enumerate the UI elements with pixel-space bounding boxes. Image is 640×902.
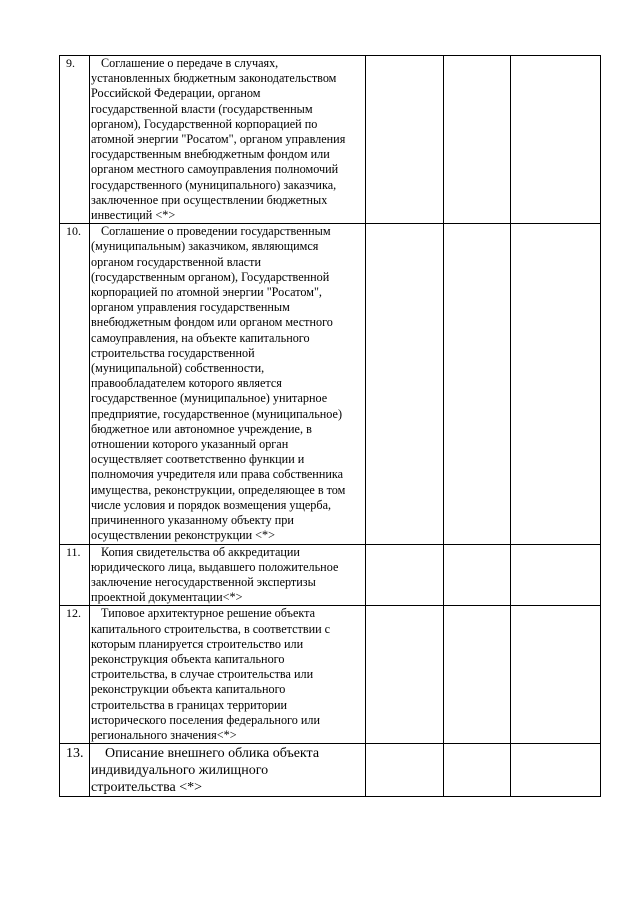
description-line: юридического лица, выдавшего положительное — [91, 559, 339, 574]
row-number: 12. — [60, 606, 90, 744]
description-line: Описание внешнего облика объекта — [105, 746, 320, 762]
table-row — [60, 544, 601, 606]
empty-cell — [510, 56, 600, 224]
row-description — [90, 56, 366, 224]
description-line: государственной власти (государственным — [91, 101, 313, 116]
table-row — [60, 606, 601, 744]
empty-cell — [365, 56, 443, 224]
empty-cell — [365, 744, 443, 797]
row-description — [90, 544, 366, 606]
description-line: самоуправления, на объекте капитального — [91, 330, 310, 345]
description-line: государственного (муниципального) заказчика, — [91, 177, 337, 192]
description-line: регионального значения<*> — [91, 727, 237, 742]
description-line: (муниципальной) собственности, — [91, 361, 265, 376]
description-line: которым планируется строительство или — [91, 636, 304, 651]
empty-cell — [510, 744, 600, 797]
description-line: проектной документации<*> — [91, 590, 243, 605]
description-line: органом управления государственным — [91, 300, 290, 315]
description-line: установленных бюджетным законодательством — [91, 71, 337, 86]
description-line: заключение негосударственной экспертизы — [91, 574, 316, 589]
description-line: отношении которого указанный орган — [91, 437, 289, 452]
description-line: осуществляет соответственно функции и — [91, 452, 305, 467]
description-line: имущества, реконструкции, определяющее в том — [91, 482, 346, 497]
empty-cell — [443, 56, 510, 224]
description-line: исторического поселения федерального или — [91, 712, 320, 727]
description-line: Копия свидетельства об аккредитации — [101, 544, 300, 559]
description-line: бюджетное или автономное учреждение, в — [91, 421, 312, 436]
description-line: (государственным органом), Государственной — [91, 269, 330, 284]
description-line: строительства в границах территории — [91, 697, 288, 712]
description-line: реконструкции объекта капитального — [91, 682, 286, 697]
documents-table — [59, 55, 601, 797]
description-line: полномочия учредителя или права собственника — [91, 467, 344, 482]
description-line: инвестиций <*> — [91, 208, 176, 223]
description-line: корпорацией по атомной энергии "Росатом", — [91, 285, 322, 300]
description-line: капитального строительства, в соответствии с — [91, 621, 331, 636]
description-line: Российской Федерации, органом — [91, 86, 261, 101]
table-row — [60, 744, 601, 797]
description-line: числе условия и порядок возмещения ущерба, — [91, 497, 332, 512]
empty-cell — [510, 606, 600, 744]
row-number: 11. — [60, 544, 90, 606]
description-line: атомной энергии "Росатом", органом управления — [91, 132, 346, 147]
description-line: причиненного указанному объекту при — [91, 513, 294, 528]
empty-cell — [365, 606, 443, 744]
empty-cell — [510, 544, 600, 606]
empty-cell — [443, 224, 510, 544]
description-line: государственное (муниципальное) унитарное — [91, 391, 328, 406]
description-line: реконструкция объекта капитального — [91, 651, 285, 666]
empty-cell — [510, 224, 600, 544]
row-number: 10. — [60, 224, 90, 544]
description-line: (муниципальным) заказчиком, являющимся — [91, 239, 319, 254]
description-line: индивидуального жилищного — [91, 763, 269, 779]
description-line: строительства государственной — [91, 345, 255, 360]
empty-cell — [443, 606, 510, 744]
row-description — [90, 224, 366, 544]
description-line: органом государственной власти — [91, 254, 262, 269]
row-number: 13. — [60, 744, 90, 797]
empty-cell — [365, 224, 443, 544]
empty-cell — [365, 544, 443, 606]
description-line: Соглашение о проведении государственным — [101, 224, 331, 239]
description-line: государственным внебюджетным фондом или — [91, 147, 330, 162]
empty-cell — [443, 544, 510, 606]
table-row — [60, 224, 601, 544]
table-row — [60, 56, 601, 224]
description-line: осуществлении реконструкции <*> — [91, 528, 276, 543]
description-line: органом), Государственной корпорацией по — [91, 116, 318, 131]
description-line: заключенное при осуществлении бюджетных — [91, 192, 328, 207]
description-line: строительства, в случае строительства или — [91, 667, 314, 682]
row-description — [90, 744, 366, 797]
description-line: Типовое архитектурное решение объекта — [101, 606, 316, 621]
description-line: правообладателем которого является — [91, 376, 282, 391]
row-number: 9. — [60, 56, 90, 224]
description-line: Соглашение о передаче в случаях, — [101, 56, 279, 70]
empty-cell — [443, 744, 510, 797]
description-line: строительства <*> — [91, 780, 203, 796]
description-line: внебюджетным фондом или органом местного — [91, 315, 333, 330]
description-line: предприятие, государственное (муниципальное) — [91, 406, 343, 421]
row-description — [90, 606, 366, 744]
description-line: органом местного самоуправления полномочий — [91, 162, 339, 177]
